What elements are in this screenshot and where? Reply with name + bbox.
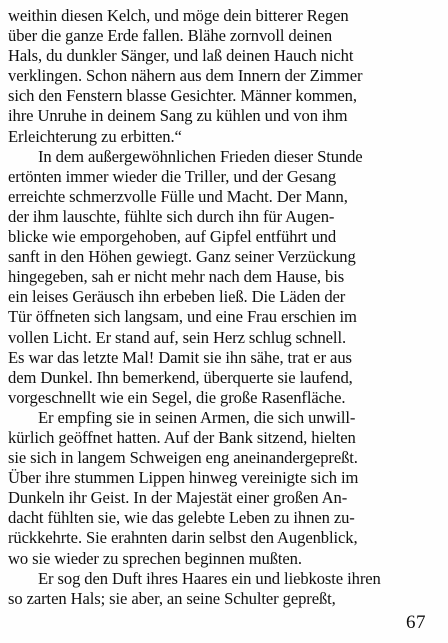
text-line: Über ihre stummen Lippen hinweg vereinigte sich im: [8, 468, 359, 488]
text-line: ertönten immer wieder die Triller, und der Gesang: [8, 166, 337, 186]
text-line: rückkehrte. Sie erahnten darin selbst den Augenblick,: [8, 528, 358, 548]
text-line: kürlich geöffnet hatten. Auf der Bank sitzend, hielten: [8, 427, 356, 447]
text-line: Es war das letzte Mal! Damit sie ihn sähe, trat er aus: [8, 347, 352, 367]
text-line: ihre Unruhe in deinem Sang zu kühlen und von ihm: [8, 106, 348, 126]
text-line: ein leises Geräusch ihn erbeben ließ. Die Läden der: [8, 287, 346, 307]
text-line: sich den Fenstern blasse Gesichter. Männer kommen,: [8, 86, 357, 106]
text-line: verklingen. Schon nähern aus dem Innern der Zimmer: [8, 66, 363, 86]
text-line: wo sie wieder zu sprechen beginnen mußten.: [8, 548, 302, 568]
text-line: Tür öffneten sich langsam, und eine Frau erschien im: [8, 307, 357, 327]
text-line: vorgeschnellt wie ein Segel, die große Rasenfläche.: [8, 387, 346, 407]
text-line: erreichte schmerzvolle Fülle und Macht. Der Mann,: [8, 186, 348, 206]
text-line: In dem außergewöhnlichen Frieden dieser Stunde: [38, 146, 363, 166]
text-line: über die ganze Erde fallen. Blähe zornvoll deinen: [8, 26, 333, 46]
page-number: 67: [406, 612, 426, 633]
text-line: so zarten Hals; sie aber, an seine Schulter gepreßt,: [8, 588, 336, 608]
text-line: dem Dunkel. Ihn bemerkend, überquerte sie laufend,: [8, 367, 353, 387]
text-line: sanft in den Höhen gewiegt. Ganz seiner Verzückung: [8, 247, 356, 267]
text-line: weithin diesen Kelch, und möge dein bitterer Regen: [8, 6, 349, 25]
text-line: Er empfing sie in seinen Armen, die sich unwill-: [38, 407, 356, 427]
text-line: vollen Licht. Er stand auf, sein Herz schlug schnell.: [8, 327, 346, 347]
text-line: hingegeben, sah er nicht mehr nach dem Hause, bis: [8, 267, 345, 287]
text-line: Dunkeln ihr Geist. In der Majestät einer großen An-: [8, 488, 348, 508]
text-line: der ihm lauschte, fühlte sich durch ihn für Augen-: [8, 206, 335, 226]
text-line: blicke wie emporgehoben, auf Gipfel entführt und: [8, 227, 337, 247]
text-line: dacht fühlten sie, wie das gelebte Leben zu ihnen zu-: [8, 508, 355, 528]
text-line: Er sog den Duft ihres Haares ein und liebkoste ihren: [38, 568, 381, 588]
text-line: Erleichterung zu erbitten.“: [8, 126, 182, 146]
text-line: Hals, du dunkler Sänger, und laß deinen Hauch nicht: [8, 46, 354, 66]
text-line: sie sich in langem Schweigen eng aneinandergepreßt.: [8, 448, 358, 468]
body-text: [8, 6, 436, 609]
